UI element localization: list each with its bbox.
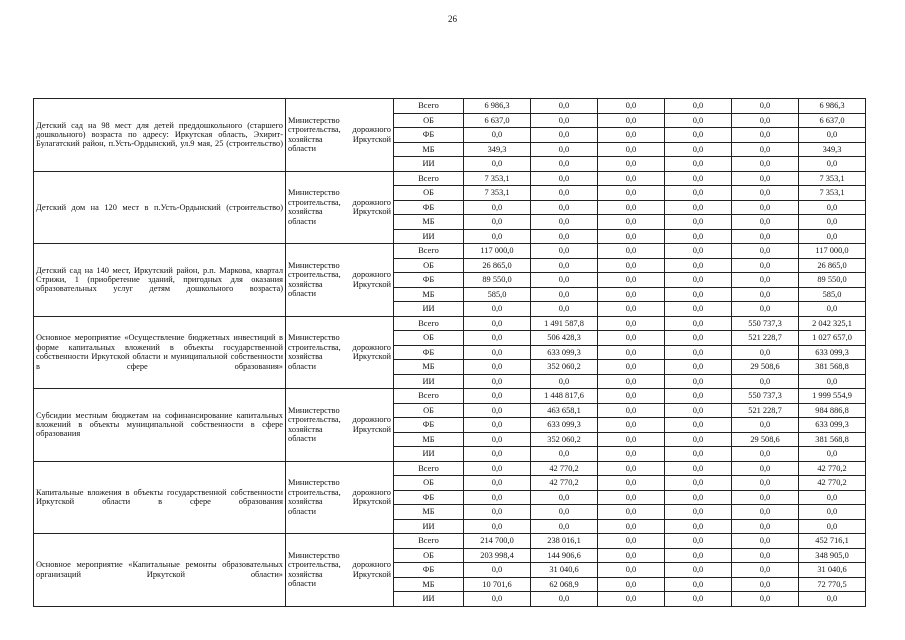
year-value: 0,0 — [464, 316, 531, 331]
total-value: 117 000,0 — [799, 244, 866, 259]
funding-source: ИИ — [394, 374, 464, 389]
table-row — [34, 244, 866, 259]
table-row — [34, 316, 866, 331]
year-value: 349,3 — [464, 142, 531, 157]
year-value: 0,0 — [732, 476, 799, 491]
year-value: 463 658,1 — [531, 403, 598, 418]
year-value: 0,0 — [598, 447, 665, 462]
total-value: 7 353,1 — [799, 171, 866, 186]
funding-source: Всего — [394, 534, 464, 549]
year-value: 0,0 — [464, 389, 531, 404]
total-value: 1 027 657,0 — [799, 331, 866, 346]
total-value: 984 886,8 — [799, 403, 866, 418]
funding-source: МБ — [394, 142, 464, 157]
year-value: 0,0 — [665, 200, 732, 215]
year-value: 0,0 — [531, 244, 598, 259]
responsible-executor: Министерство строительства, дорожного хозяйства Иркутской области — [286, 534, 394, 607]
year-value: 0,0 — [598, 345, 665, 360]
year-value: 0,0 — [665, 244, 732, 259]
total-value: 452 716,1 — [799, 534, 866, 549]
year-value: 0,0 — [531, 592, 598, 607]
year-value: 550 737,3 — [732, 316, 799, 331]
year-value: 0,0 — [732, 99, 799, 114]
year-value: 42 770,2 — [531, 476, 598, 491]
year-value: 633 099,3 — [531, 345, 598, 360]
year-value: 0,0 — [531, 519, 598, 534]
year-value: 0,0 — [665, 389, 732, 404]
year-value: 0,0 — [732, 461, 799, 476]
year-value: 0,0 — [598, 316, 665, 331]
funding-source: МБ — [394, 577, 464, 592]
funding-source: ФБ — [394, 345, 464, 360]
total-value: 1 999 554,9 — [799, 389, 866, 404]
year-value: 0,0 — [464, 418, 531, 433]
year-value: 0,0 — [732, 345, 799, 360]
year-value: 0,0 — [732, 171, 799, 186]
year-value: 0,0 — [665, 113, 732, 128]
year-value: 0,0 — [598, 360, 665, 375]
year-value: 352 060,2 — [531, 432, 598, 447]
year-value: 0,0 — [732, 577, 799, 592]
total-value: 381 568,8 — [799, 432, 866, 447]
total-value: 7 353,1 — [799, 186, 866, 201]
funding-source: ФБ — [394, 418, 464, 433]
year-value: 0,0 — [665, 374, 732, 389]
year-value: 0,0 — [732, 302, 799, 317]
year-value: 0,0 — [732, 273, 799, 288]
responsible-executor: Министерство строительства, дорожного хозяйства Иркутской области — [286, 99, 394, 172]
year-value: 0,0 — [732, 505, 799, 520]
year-value: 0,0 — [732, 215, 799, 230]
funding-source: Всего — [394, 171, 464, 186]
funding-source: ИИ — [394, 592, 464, 607]
funding-source: ОБ — [394, 476, 464, 491]
total-value: 0,0 — [799, 302, 866, 317]
total-value: 6 986,3 — [799, 99, 866, 114]
year-value: 0,0 — [665, 360, 732, 375]
year-value: 0,0 — [531, 302, 598, 317]
year-value: 0,0 — [665, 563, 732, 578]
table-row — [34, 461, 866, 476]
measure-description: Основное мероприятие «Капитальные ремонты образовательных организаций Иркутской области» — [34, 534, 286, 607]
year-value: 0,0 — [598, 519, 665, 534]
year-value: 0,0 — [732, 128, 799, 143]
year-value: 0,0 — [464, 302, 531, 317]
funding-source: ОБ — [394, 113, 464, 128]
year-value: 0,0 — [598, 287, 665, 302]
year-value: 0,0 — [531, 215, 598, 230]
year-value: 0,0 — [665, 171, 732, 186]
year-value: 0,0 — [598, 200, 665, 215]
total-value: 349,3 — [799, 142, 866, 157]
total-value: 89 550,0 — [799, 273, 866, 288]
funding-source: ФБ — [394, 273, 464, 288]
year-value: 0,0 — [464, 215, 531, 230]
year-value: 42 770,2 — [531, 461, 598, 476]
year-value: 0,0 — [732, 287, 799, 302]
year-value: 0,0 — [464, 432, 531, 447]
funding-source: ОБ — [394, 186, 464, 201]
total-value: 0,0 — [799, 229, 866, 244]
year-value: 0,0 — [665, 273, 732, 288]
year-value: 0,0 — [598, 592, 665, 607]
table-row — [34, 389, 866, 404]
year-value: 0,0 — [665, 534, 732, 549]
year-value: 0,0 — [531, 113, 598, 128]
year-value: 0,0 — [732, 186, 799, 201]
year-value: 0,0 — [464, 505, 531, 520]
year-value: 6 637,0 — [464, 113, 531, 128]
funding-source: ОБ — [394, 331, 464, 346]
year-value: 0,0 — [665, 142, 732, 157]
year-value: 0,0 — [665, 287, 732, 302]
year-value: 0,0 — [598, 476, 665, 491]
year-value: 1 448 817,6 — [531, 389, 598, 404]
funding-source: МБ — [394, 360, 464, 375]
funding-source: МБ — [394, 287, 464, 302]
funding-source: ОБ — [394, 258, 464, 273]
measure-description: Детский сад на 140 мест, Иркутский район, р.п. Маркова, квартал Стрижи, 1 (приобретение зданий, пригодных для оказания образовательных услуг детям дошкольного возраста) — [34, 244, 286, 317]
page-number: 26 — [448, 14, 457, 24]
year-value: 633 099,3 — [531, 418, 598, 433]
year-value: 0,0 — [464, 461, 531, 476]
budget-table — [33, 98, 866, 607]
year-value: 0,0 — [464, 345, 531, 360]
year-value: 0,0 — [732, 418, 799, 433]
year-value: 0,0 — [665, 476, 732, 491]
responsible-executor: Министерство строительства, дорожного хозяйства Иркутской области — [286, 244, 394, 317]
year-value: 0,0 — [598, 548, 665, 563]
total-value: 0,0 — [799, 200, 866, 215]
table-row — [34, 171, 866, 186]
year-value: 0,0 — [598, 461, 665, 476]
year-value: 0,0 — [598, 490, 665, 505]
year-value: 0,0 — [665, 99, 732, 114]
total-value: 0,0 — [799, 447, 866, 462]
year-value: 0,0 — [665, 186, 732, 201]
total-value: 348 905,0 — [799, 548, 866, 563]
year-value: 585,0 — [464, 287, 531, 302]
funding-source: Всего — [394, 461, 464, 476]
year-value: 521 228,7 — [732, 403, 799, 418]
total-value: 0,0 — [799, 374, 866, 389]
total-value: 26 865,0 — [799, 258, 866, 273]
year-value: 0,0 — [665, 548, 732, 563]
year-value: 521 228,7 — [732, 331, 799, 346]
year-value: 0,0 — [464, 374, 531, 389]
year-value: 1 491 587,8 — [531, 316, 598, 331]
total-value: 72 770,5 — [799, 577, 866, 592]
year-value: 0,0 — [598, 534, 665, 549]
year-value: 0,0 — [665, 490, 732, 505]
year-value: 0,0 — [598, 418, 665, 433]
year-value: 0,0 — [531, 99, 598, 114]
year-value: 0,0 — [598, 403, 665, 418]
year-value: 0,0 — [531, 142, 598, 157]
measure-description: Субсидии местным бюджетам на софинансирование капитальных вложений в объекты муниципальной собственности в сфере образования — [34, 389, 286, 462]
year-value: 0,0 — [665, 432, 732, 447]
year-value: 117 000,0 — [464, 244, 531, 259]
total-value: 0,0 — [799, 215, 866, 230]
total-value: 585,0 — [799, 287, 866, 302]
funding-source: Всего — [394, 389, 464, 404]
year-value: 89 550,0 — [464, 273, 531, 288]
year-value: 0,0 — [598, 171, 665, 186]
funding-source: ОБ — [394, 403, 464, 418]
year-value: 0,0 — [732, 534, 799, 549]
year-value: 0,0 — [732, 113, 799, 128]
total-value: 42 770,2 — [799, 476, 866, 491]
year-value: 0,0 — [598, 331, 665, 346]
funding-source: ИИ — [394, 302, 464, 317]
year-value: 0,0 — [531, 505, 598, 520]
total-value: 31 040,6 — [799, 563, 866, 578]
year-value: 0,0 — [464, 403, 531, 418]
year-value: 144 906,6 — [531, 548, 598, 563]
year-value: 0,0 — [732, 519, 799, 534]
responsible-executor: Министерство строительства, дорожного хозяйства Иркутской области — [286, 316, 394, 389]
year-value: 0,0 — [665, 215, 732, 230]
year-value: 0,0 — [531, 287, 598, 302]
total-value: 0,0 — [799, 157, 866, 172]
table-row — [34, 534, 866, 549]
responsible-executor: Министерство строительства, дорожного хозяйства Иркутской области — [286, 171, 394, 244]
year-value: 0,0 — [464, 200, 531, 215]
year-value: 0,0 — [531, 229, 598, 244]
year-value: 0,0 — [531, 186, 598, 201]
funding-source: ИИ — [394, 447, 464, 462]
year-value: 10 701,6 — [464, 577, 531, 592]
year-value: 0,0 — [732, 374, 799, 389]
year-value: 0,0 — [531, 157, 598, 172]
total-value: 0,0 — [799, 519, 866, 534]
year-value: 0,0 — [665, 345, 732, 360]
funding-source: Всего — [394, 99, 464, 114]
funding-source: ФБ — [394, 490, 464, 505]
year-value: 0,0 — [531, 171, 598, 186]
funding-source: ИИ — [394, 519, 464, 534]
year-value: 0,0 — [665, 229, 732, 244]
total-value: 381 568,8 — [799, 360, 866, 375]
year-value: 0,0 — [732, 258, 799, 273]
year-value: 0,0 — [531, 490, 598, 505]
year-value: 0,0 — [598, 577, 665, 592]
year-value: 26 865,0 — [464, 258, 531, 273]
year-value: 238 016,1 — [531, 534, 598, 549]
funding-source: ИИ — [394, 229, 464, 244]
year-value: 0,0 — [464, 476, 531, 491]
total-value: 0,0 — [799, 128, 866, 143]
funding-source: МБ — [394, 215, 464, 230]
year-value: 0,0 — [665, 447, 732, 462]
year-value: 6 986,3 — [464, 99, 531, 114]
year-value: 0,0 — [665, 403, 732, 418]
measure-description: Капитальные вложения в объекты государственной собственности Иркутской области в сфере образования — [34, 461, 286, 534]
total-value: 633 099,3 — [799, 345, 866, 360]
year-value: 0,0 — [665, 331, 732, 346]
year-value: 0,0 — [732, 563, 799, 578]
year-value: 0,0 — [598, 128, 665, 143]
year-value: 0,0 — [531, 200, 598, 215]
measure-description: Детский дом на 120 мест в п.Усть-Ордынский (строительство) — [34, 171, 286, 244]
funding-source: Всего — [394, 244, 464, 259]
total-value: 0,0 — [799, 592, 866, 607]
year-value: 0,0 — [464, 229, 531, 244]
year-value: 0,0 — [665, 258, 732, 273]
total-value: 42 770,2 — [799, 461, 866, 476]
table-body — [34, 99, 866, 607]
year-value: 0,0 — [732, 200, 799, 215]
funding-source: ИИ — [394, 157, 464, 172]
total-value: 6 637,0 — [799, 113, 866, 128]
year-value: 0,0 — [598, 258, 665, 273]
year-value: 0,0 — [665, 157, 732, 172]
funding-source: МБ — [394, 432, 464, 447]
year-value: 62 068,9 — [531, 577, 598, 592]
year-value: 0,0 — [665, 418, 732, 433]
year-value: 0,0 — [598, 273, 665, 288]
year-value: 31 040,6 — [531, 563, 598, 578]
year-value: 0,0 — [665, 461, 732, 476]
funding-source: ОБ — [394, 548, 464, 563]
year-value: 0,0 — [665, 592, 732, 607]
year-value: 0,0 — [598, 563, 665, 578]
year-value: 0,0 — [732, 548, 799, 563]
year-value: 0,0 — [598, 432, 665, 447]
year-value: 0,0 — [531, 258, 598, 273]
year-value: 0,0 — [598, 157, 665, 172]
year-value: 29 508,6 — [732, 432, 799, 447]
year-value: 506 428,3 — [531, 331, 598, 346]
responsible-executor: Министерство строительства, дорожного хозяйства Иркутской области — [286, 461, 394, 534]
total-value: 2 042 325,1 — [799, 316, 866, 331]
year-value: 0,0 — [531, 273, 598, 288]
funding-source: МБ — [394, 505, 464, 520]
year-value: 0,0 — [598, 99, 665, 114]
year-value: 7 353,1 — [464, 171, 531, 186]
year-value: 203 998,4 — [464, 548, 531, 563]
total-value: 0,0 — [799, 505, 866, 520]
measure-description: Детский сад на 98 мест для детей преддошкольного (старшего дошкольного) возраста по адресу: Иркутская область, Эхирит-Булагатский район, п.Усть-Ордынский, ул.9 мая, 25 (строительство) — [34, 99, 286, 172]
year-value: 0,0 — [598, 389, 665, 404]
year-value: 0,0 — [732, 447, 799, 462]
year-value: 0,0 — [598, 244, 665, 259]
year-value: 0,0 — [598, 374, 665, 389]
year-value: 0,0 — [665, 316, 732, 331]
year-value: 0,0 — [464, 563, 531, 578]
year-value: 352 060,2 — [531, 360, 598, 375]
year-value: 0,0 — [598, 142, 665, 157]
year-value: 0,0 — [464, 331, 531, 346]
year-value: 0,0 — [665, 577, 732, 592]
funding-source: Всего — [394, 316, 464, 331]
year-value: 0,0 — [598, 229, 665, 244]
responsible-executor: Министерство строительства, дорожного хозяйства Иркутской области — [286, 389, 394, 462]
year-value: 0,0 — [598, 505, 665, 520]
year-value: 0,0 — [464, 157, 531, 172]
total-value: 0,0 — [799, 490, 866, 505]
table-row — [34, 99, 866, 114]
year-value: 0,0 — [531, 447, 598, 462]
year-value: 0,0 — [464, 490, 531, 505]
year-value: 0,0 — [665, 128, 732, 143]
measure-description: Основное мероприятие «Осуществление бюджетных инвестиций в форме капитальных вложений в объекты государственной собственности Иркутской области и муниципальной собственности в сфере образования» — [34, 316, 286, 389]
year-value: 0,0 — [665, 519, 732, 534]
year-value: 0,0 — [464, 592, 531, 607]
year-value: 29 508,6 — [732, 360, 799, 375]
year-value: 214 700,0 — [464, 534, 531, 549]
year-value: 0,0 — [598, 186, 665, 201]
year-value: 0,0 — [732, 229, 799, 244]
year-value: 0,0 — [464, 447, 531, 462]
funding-source: ФБ — [394, 128, 464, 143]
year-value: 0,0 — [531, 128, 598, 143]
year-value: 0,0 — [464, 128, 531, 143]
year-value: 0,0 — [732, 490, 799, 505]
year-value: 0,0 — [598, 215, 665, 230]
funding-source: ФБ — [394, 200, 464, 215]
year-value: 0,0 — [464, 360, 531, 375]
funding-source: ФБ — [394, 563, 464, 578]
year-value: 0,0 — [665, 505, 732, 520]
year-value: 0,0 — [732, 592, 799, 607]
year-value: 0,0 — [732, 142, 799, 157]
year-value: 0,0 — [531, 374, 598, 389]
year-value: 0,0 — [598, 302, 665, 317]
total-value: 633 099,3 — [799, 418, 866, 433]
year-value: 0,0 — [732, 244, 799, 259]
year-value: 0,0 — [464, 519, 531, 534]
year-value: 0,0 — [732, 157, 799, 172]
year-value: 0,0 — [598, 113, 665, 128]
year-value: 7 353,1 — [464, 186, 531, 201]
year-value: 0,0 — [665, 302, 732, 317]
year-value: 550 737,3 — [732, 389, 799, 404]
